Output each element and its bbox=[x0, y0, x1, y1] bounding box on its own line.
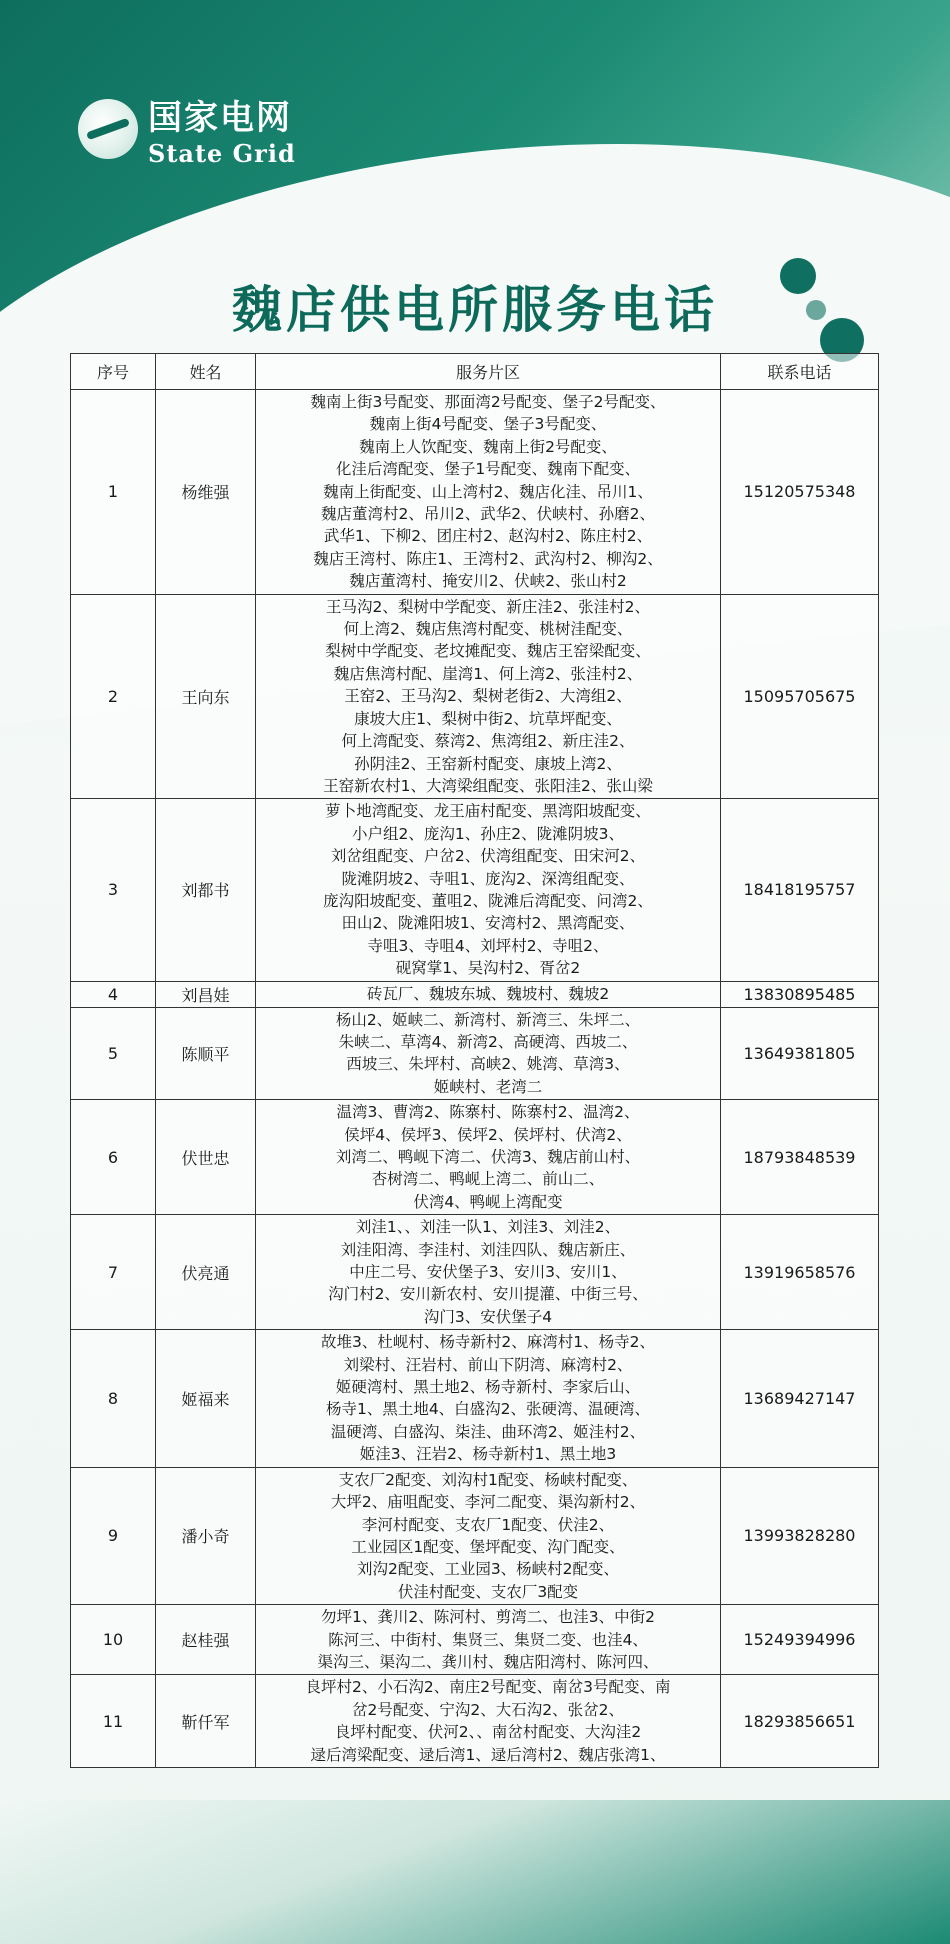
area-line: 李河村配变、支农厂1配变、伏洼2、 bbox=[361, 1515, 615, 1534]
staff-name: 刘都书 bbox=[156, 799, 256, 981]
table-row bbox=[71, 799, 879, 981]
row-number: 8 bbox=[71, 1330, 156, 1467]
staff-name: 姬福来 bbox=[156, 1330, 256, 1467]
area-line: 西坡三、朱坪村、高峡2、姚湾、草湾3、 bbox=[346, 1055, 630, 1074]
header-no: 序号 bbox=[71, 354, 156, 390]
area-line: 中庄二号、安伏堡子3、安川3、安川1、 bbox=[349, 1263, 627, 1282]
area-line: 支农厂2配变、刘沟村1配变、杨峡村配变、 bbox=[338, 1470, 638, 1489]
service-area bbox=[256, 1605, 721, 1675]
row-number: 7 bbox=[71, 1215, 156, 1330]
area-line: 小户组2、庞沟1、孙庄2、陇滩阴坡3、 bbox=[352, 824, 624, 843]
footer-background bbox=[0, 1800, 950, 1944]
row-number: 2 bbox=[71, 594, 156, 799]
area-line: 伏洼村配变、支农厂3配变 bbox=[397, 1582, 579, 1601]
table-row bbox=[71, 1330, 879, 1467]
service-area bbox=[256, 1467, 721, 1604]
area-line: 刘沟2配变、工业园3、杨峡村2配变、 bbox=[356, 1560, 620, 1579]
table-header-row bbox=[71, 354, 879, 390]
table-row bbox=[71, 1605, 879, 1675]
service-area bbox=[256, 390, 721, 595]
staff-name: 伏亮通 bbox=[156, 1215, 256, 1330]
service-area bbox=[256, 1007, 721, 1100]
staff-name: 潘小奇 bbox=[156, 1467, 256, 1604]
area-line: 渠沟三、渠沟二、龚川村、魏店阳湾村、陈河四、 bbox=[317, 1652, 659, 1671]
area-line: 刘洼阳湾、李洼村、刘洼四队、魏店新庄、 bbox=[340, 1240, 636, 1259]
area-line: 孙阴洼2、王窑新村配变、康坡上湾2、 bbox=[354, 754, 622, 773]
area-line: 寺咀3、寺咀4、刘坪村2、寺咀2、 bbox=[367, 936, 609, 955]
table-row bbox=[71, 1007, 879, 1100]
service-area bbox=[256, 1675, 721, 1768]
area-line: 魏南上人饮配变、魏南上街2号配变、 bbox=[359, 437, 617, 456]
area-line: 砚窝掌1、吴沟村2、胥岔2 bbox=[395, 959, 581, 978]
row-number: 10 bbox=[71, 1605, 156, 1675]
area-line: 勿坪1、龚川2、陈河村、剪湾二、也洼3、中街2 bbox=[321, 1608, 655, 1627]
table-row bbox=[71, 1467, 879, 1604]
brand-name-cn: 国家电网 bbox=[148, 98, 292, 138]
staff-name: 刘昌娃 bbox=[156, 981, 256, 1007]
row-number: 5 bbox=[71, 1007, 156, 1100]
area-line: 姬洼3、汪岩2、杨寺新村1、黑土地3 bbox=[359, 1445, 617, 1464]
area-line: 刘湾二、鸭岘下湾二、伏湾3、魏店前山村、 bbox=[335, 1148, 641, 1166]
service-table bbox=[70, 353, 879, 1768]
area-line: 伏湾4、鸭岘上湾配变 bbox=[413, 1192, 563, 1211]
area-line: 刘梁村、汪岩村、前山下阴湾、麻湾村2、 bbox=[343, 1355, 633, 1374]
page-title: 魏店供电所服务电话 bbox=[232, 281, 718, 339]
service-area bbox=[256, 1215, 721, 1330]
row-number: 4 bbox=[71, 981, 156, 1007]
staff-name: 王向东 bbox=[156, 594, 256, 799]
area-line: 梨树中学配变、老坟摊配变、魏店王窑梁配变、 bbox=[325, 642, 651, 661]
table-row bbox=[71, 1100, 879, 1215]
area-line: 王马沟2、梨树中学配变、新庄洼2、张洼村2、 bbox=[325, 597, 651, 616]
area-line: 魏南上街4号配变、堡子3号配变、 bbox=[369, 415, 607, 434]
area-line: 魏店董湾村、掩安川2、伏峡2、张山村2 bbox=[349, 572, 627, 591]
area-line: 朱峡二、草湾4、新湾2、高硬湾、西坡二、 bbox=[338, 1032, 638, 1051]
area-line: 武华1、下柳2、团庄村2、赵沟村2、陈庄村2、 bbox=[323, 527, 653, 546]
area-line: 萝卜地湾配变、龙王庙村配变、黑湾阳坡配变、 bbox=[325, 802, 651, 821]
staff-name: 赵桂强 bbox=[156, 1605, 256, 1675]
area-line: 温湾3、曹湾2、陈寨村、陈寨村2、温湾2、 bbox=[336, 1103, 640, 1122]
row-number: 3 bbox=[71, 799, 156, 981]
phone-number: 13993828280 bbox=[721, 1467, 879, 1604]
area-line: 逯后湾梁配变、逯后湾1、逯后湾村2、魏店张湾1、 bbox=[310, 1745, 666, 1764]
service-area bbox=[256, 1330, 721, 1467]
area-line: 魏南上街配变、山上湾村2、魏店化洼、吊川1、 bbox=[323, 482, 653, 501]
area-line: 砖瓦厂、魏坡东城、魏坡村、魏坡2 bbox=[366, 984, 610, 1003]
area-line: 杏树湾二、鸭岘上湾二、前山二、 bbox=[371, 1170, 605, 1189]
area-line: 良坪村配变、伏河2、、南岔村配变、大沟洼2 bbox=[334, 1723, 642, 1742]
area-line: 大坪2、庙咀配变、李河二配变、渠沟新村2、 bbox=[330, 1493, 646, 1512]
service-area bbox=[256, 594, 721, 799]
area-line: 庞沟阳坡配变、董咀2、陇滩后湾配变、问湾2、 bbox=[323, 891, 653, 910]
area-line: 何上湾2、魏店焦湾村配变、桃树洼配变、 bbox=[343, 620, 633, 639]
area-line: 沟门村2、安川新农村、安川提灌、中街三号、 bbox=[328, 1285, 648, 1304]
area-line: 魏店焦湾村配、崖湾1、何上湾2、张洼村2、 bbox=[333, 664, 643, 683]
area-line: 陇滩阴坡2、寺咀1、庞沟2、深湾组配变、 bbox=[341, 869, 635, 888]
area-line: 杨寺1、黑土地4、白盛沟2、张硬湾、温硬湾、 bbox=[325, 1400, 651, 1419]
area-line: 侯坪4、侯坪3、侯坪2、侯坪村、伏湾2、 bbox=[344, 1125, 632, 1144]
area-line: 杨山2、姬峡二、新湾村、新湾三、朱坪二、 bbox=[335, 1010, 641, 1029]
header-phone: 联系电话 bbox=[721, 354, 879, 390]
phone-number: 18793848539 bbox=[721, 1100, 879, 1215]
row-number: 11 bbox=[71, 1675, 156, 1768]
service-area bbox=[256, 1100, 721, 1215]
table-row bbox=[71, 390, 879, 595]
staff-name: 杨维强 bbox=[156, 390, 256, 595]
header-name: 姓名 bbox=[156, 354, 256, 390]
header-area: 服务片区 bbox=[256, 354, 721, 390]
area-line: 姬硬湾村、黑土地2、杨寺新村、李家后山、 bbox=[335, 1378, 641, 1397]
staff-name: 陈顺平 bbox=[156, 1007, 256, 1100]
service-area bbox=[256, 981, 721, 1007]
globe-icon bbox=[78, 99, 138, 159]
table-row bbox=[71, 1675, 879, 1768]
area-line: 陈河三、中街村、集贤三、集贤二变、也洼4、 bbox=[328, 1630, 648, 1649]
staff-name: 靳仟军 bbox=[156, 1675, 256, 1768]
area-line: 田山2、陇滩阳坡1、安湾村2、黑湾配变、 bbox=[341, 914, 635, 933]
row-number: 1 bbox=[71, 390, 156, 595]
area-line: 化洼后湾配变、堡子1号配变、魏南下配变、 bbox=[335, 460, 641, 479]
staff-name: 伏世忠 bbox=[156, 1100, 256, 1215]
area-line: 刘岔组配变、户岔2、伏湾组配变、田宋河2、 bbox=[330, 847, 646, 866]
state-grid-logo bbox=[78, 90, 296, 168]
phone-number: 18418195757 bbox=[721, 799, 879, 981]
area-line: 王窑2、王马沟2、梨树老街2、大湾组2、 bbox=[344, 687, 632, 706]
area-line: 良坪村2、小石沟2、南庄2号配变、南岔3号配变、南 bbox=[305, 1678, 671, 1697]
area-line: 康坡大庄1、梨树中街2、坑草坪配变、 bbox=[354, 709, 622, 728]
area-line: 何上湾配变、蔡湾2、焦湾组2、新庄洼2、 bbox=[341, 732, 635, 751]
brand-name-en: State Grid bbox=[148, 139, 296, 168]
area-line: 姬峡村、老湾二 bbox=[433, 1077, 543, 1096]
phone-number: 13649381805 bbox=[721, 1007, 879, 1100]
area-line: 王窑新农村1、大湾梁组配变、张阳洼2、张山梁 bbox=[323, 776, 653, 795]
area-line: 工业园区1配变、堡坪配变、沟门配变、 bbox=[351, 1537, 625, 1556]
phone-number: 15095705675 bbox=[721, 594, 879, 799]
area-line: 故堆3、杜岘村、杨寺新村2、麻湾村1、杨寺2、 bbox=[321, 1333, 655, 1352]
service-area bbox=[256, 799, 721, 981]
row-number: 6 bbox=[71, 1100, 156, 1215]
table-row bbox=[71, 594, 879, 799]
phone-number: 13689427147 bbox=[721, 1330, 879, 1467]
area-line: 刘洼1、、刘洼一队1、刘洼3、刘洼2、 bbox=[355, 1218, 621, 1237]
phone-number: 13919658576 bbox=[721, 1215, 879, 1330]
area-line: 魏南上街3号配变、那面湾2号配变、堡子2号配变、 bbox=[310, 393, 666, 411]
area-line: 魏店董湾村2、吊川2、武华2、伏峡村、孙磨2、 bbox=[321, 505, 655, 524]
area-line: 沟门3、安伏堡子4 bbox=[423, 1307, 553, 1326]
phone-number: 15120575348 bbox=[721, 390, 879, 595]
area-line: 温硬湾、白盛沟、柒洼、曲环湾2、姬洼村2、 bbox=[330, 1422, 646, 1441]
row-number: 9 bbox=[71, 1467, 156, 1604]
phone-number: 18293856651 bbox=[721, 1675, 879, 1768]
phone-number: 13830895485 bbox=[721, 981, 879, 1007]
area-line: 魏店王湾村、陈庄1、王湾村2、武沟村2、柳沟2、 bbox=[313, 549, 663, 568]
phone-number: 15249394996 bbox=[721, 1605, 879, 1675]
area-line: 岔2号配变、宁沟2、大石沟2、张岔2、 bbox=[352, 1700, 624, 1719]
table-row bbox=[71, 1215, 879, 1330]
table-row bbox=[71, 981, 879, 1007]
